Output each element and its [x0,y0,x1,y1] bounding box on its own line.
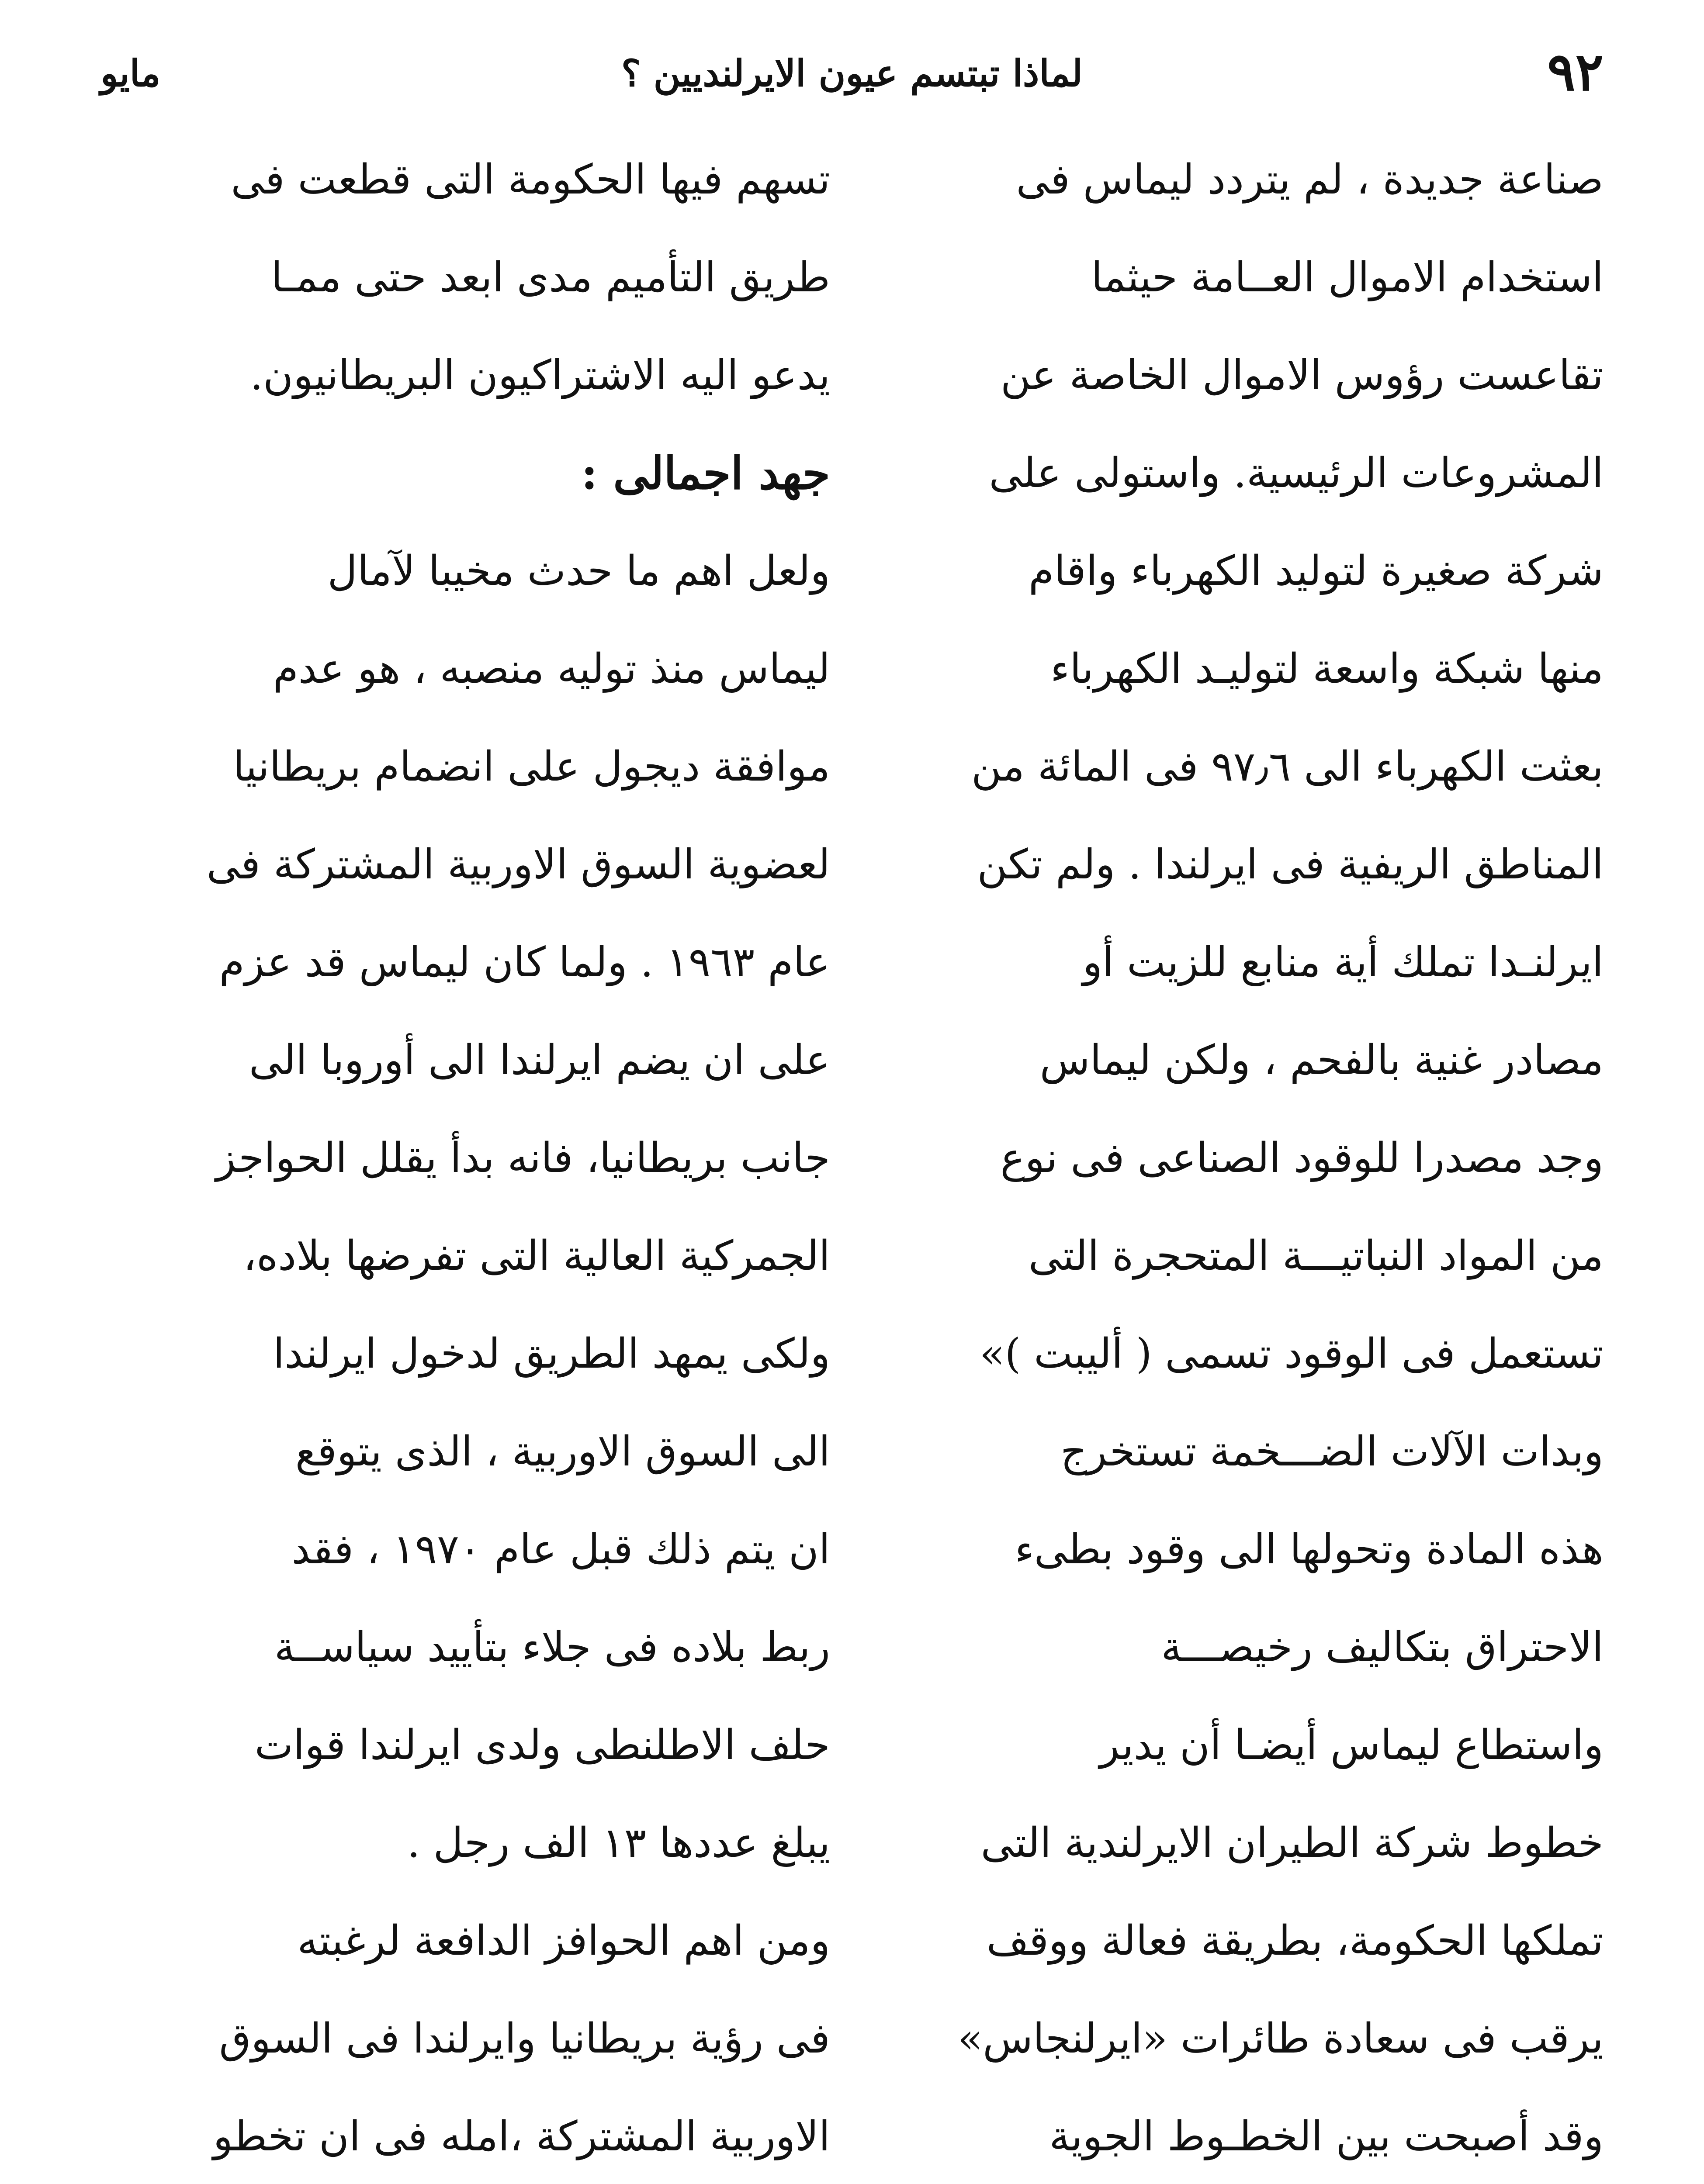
text-line: ولعل اهم ما حدث مخيبا لآمال [327,547,830,595]
right-column [874,131,1604,2184]
text-line: واستطاع ليماس أيضـا أن يدير [1099,1721,1604,1769]
text-line: الى السوق الاوربية ، الذى يتوقع [295,1428,830,1476]
text-line: خطوط شركة الطيران الايرلندية التى [980,1819,1604,1867]
text-line: المشروعات الرئيسية. واستولى على [989,449,1604,497]
text-line: ليماس منذ توليه منصبه ، هو عدم [273,645,830,693]
text-line: حلف الاطلنطى ولدى ايرلندا قوات [254,1721,830,1769]
text-line: استخدام الاموال العــامة حيثما [1091,254,1604,301]
text-line: تستعمل فى الوقود تسمى ( أليبت )» [980,1330,1604,1378]
text-line: موافقة ديجول على انضمام بريطانيا [233,743,830,791]
text-line: ان يتم ذلك قبل عام ١٩٧٠ ، فقد [291,1526,830,1573]
text-line: يرقب فى سعادة طائرات «ايرلنجاس» [957,2015,1604,2063]
text-line: هذه المادة وتحولها الى وقود بطىء [1015,1526,1604,1573]
running-title: لماذا تبتسم عيون الايرلنديين ؟ [621,52,1083,95]
text-line: تقاعست رؤوس الاموال الخاصة عن [1000,352,1604,399]
text-line: على ان يضم ايرلندا الى أوروبا الى [249,1037,830,1084]
left-column [100,131,830,2184]
text-line: فى رؤية بريطانيا وايرلندا فى السوق [219,2015,830,2063]
text-line: شركة صغيرة لتوليد الكهرباء واقام [1029,547,1604,595]
text-line: الاحتراق بتكاليف رخيصـــة [1161,1624,1604,1671]
text-line: منها شبكة واسعة لتوليـد الكهرباء [1050,645,1604,693]
text-line: طريق التأميم مدى ابعد حتى ممـا [271,254,830,301]
section-subheading: جهد اجمالى : [581,447,830,500]
text-line: ولكى يمهد الطريق لدخول ايرلندا [273,1330,830,1378]
text-line: عام ١٩٦٣ . ولما كان ليماس قد عزم [219,939,830,986]
text-line: الاوربية المشتركة ،امله فى ان تخطو [213,2113,830,2160]
page-number: ٩٢ [1547,41,1604,103]
text-line: يدعو اليه الاشتراكيون البريطانيون. [250,352,830,399]
text-line: وجد مصدرا للوقود الصناعى فى نوع [1000,1134,1604,1182]
text-line: يبلغ عددها ١٣ الف رجل . [407,1819,830,1867]
text-line: الجمركية العالية التى تفرضها بلاده، [243,1232,830,1280]
text-line: تسهم فيها الحكومة التى قطعت فى [231,156,830,204]
text-line: ومن اهم الحوافز الدافعة لرغبته [297,1917,830,1965]
text-line: صناعة جديدة ، لم يتردد ليماس فى [1016,156,1604,204]
text-line: تملكها الحكومة، بطريقة فعالة ووقف [986,1917,1604,1965]
text-line: من المواد النباتيـــة المتحجرة التى [1028,1232,1604,1280]
text-line: جانب بريطانيا، فانه بدأ يقلل الحواجز [216,1134,830,1182]
text-line: بعثت الكهرباء الى ٩٧٫٦ فى المائة من [971,743,1604,791]
text-line: ربط بلاده فى جلاء بتأييد سياســة [274,1624,830,1671]
running-month: مايو [100,52,161,95]
text-line: لعضوية السوق الاوربية المشتركة فى [206,841,830,888]
text-line: مصادر غنية بالفحم ، ولكن ليماس [1039,1037,1604,1084]
text-line: المناطق الريفية فى ايرلندا . ولم تكن [977,841,1604,888]
running-head [100,41,1604,103]
text-line: ايرلنـدا تملك أية منابع للزيت أو [1082,939,1604,986]
text-line: وبدات الآلات الضـــخمة تستخرج [1060,1428,1604,1476]
text-line: وقد أصبحت بين الخطـوط الجوية [1049,2113,1604,2160]
